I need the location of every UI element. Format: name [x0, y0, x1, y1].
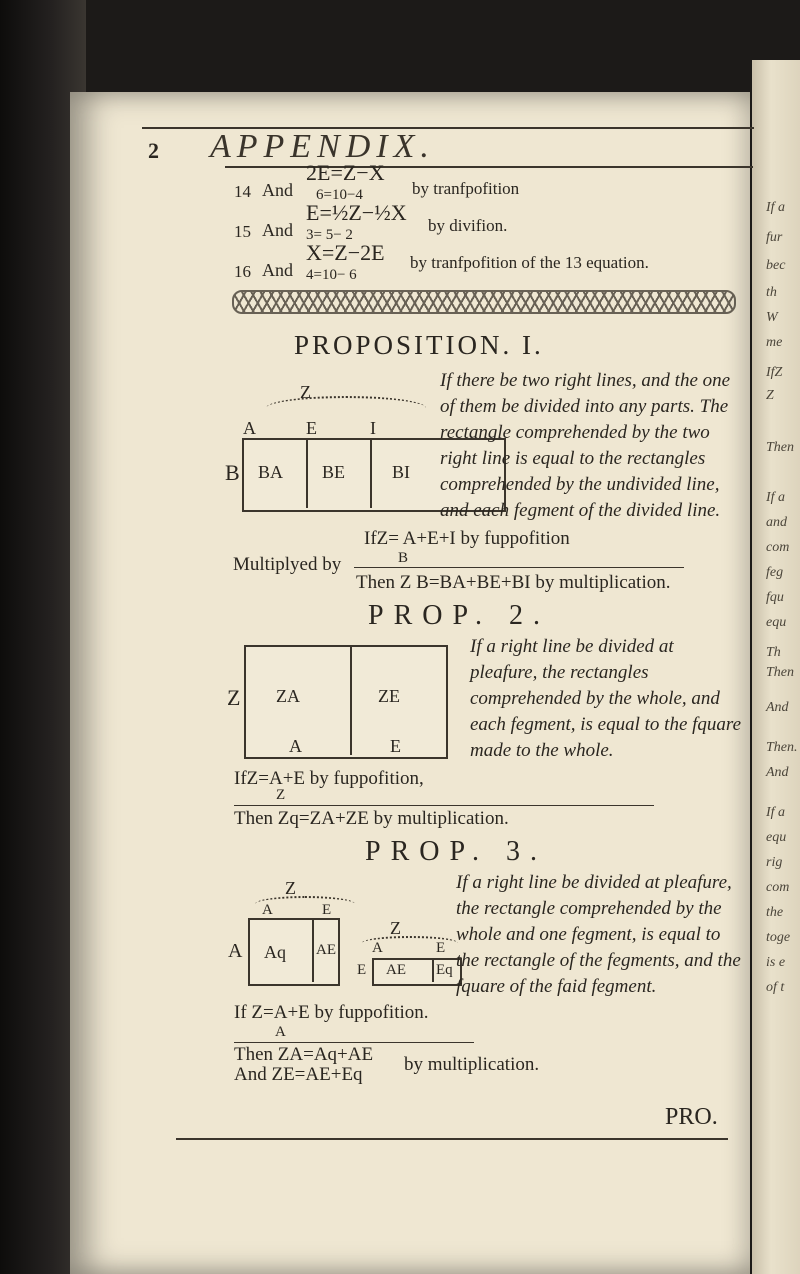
fig2-label-z: Z	[227, 685, 241, 710]
facing-page-fragment: fur	[766, 230, 783, 245]
eqn-16-word: And	[262, 260, 293, 280]
facing-page-fragment: of t	[766, 980, 785, 995]
prop2-line2: Then Zq=ZA+ZE by multiplication.	[234, 808, 509, 829]
prop2-line1: IfZ=A+E by fuppofition,	[234, 768, 424, 789]
eqn-14-top: 2E=Z−X	[306, 160, 385, 185]
prop3-line3-note: by multiplication.	[404, 1054, 540, 1075]
eqn-15-top: E=½Z−½X	[306, 200, 407, 225]
facing-page-fragment: If a	[766, 805, 786, 820]
eqn-14-word: And	[262, 180, 293, 200]
facing-page-fragment: rig	[766, 855, 783, 870]
fig2-label-e: E	[390, 736, 401, 756]
prop3-line2: Then ZA=Aq+AE	[234, 1044, 374, 1065]
prop3-line3: And ZE=AE+Eq	[234, 1064, 363, 1085]
prop1-line1: IfZ= A+E+I by fuppofition	[364, 528, 570, 549]
fig3-label-left-a: A	[228, 940, 243, 962]
header-rule-bottom	[225, 166, 753, 168]
facing-page-fragment: Then	[766, 665, 794, 680]
facing-page-fragment: feg	[766, 565, 784, 580]
facing-page-fragment: Then	[766, 440, 794, 455]
eqn-16-bottom: 4=10− 6	[306, 267, 357, 283]
facing-page-fragment: me	[766, 335, 783, 350]
fig1-cell-bi: BI	[392, 462, 410, 482]
facing-page-fragment: Th	[766, 645, 781, 660]
eqn-16-top: X=Z−2E	[306, 240, 385, 265]
prop1-statement: If there be two right lines, and the one of them be divided into any parts. The rectangle comprehended by the two right line is equal to the rectangles comprehended by the undivided line, and each fegment of the divided line.	[440, 370, 731, 521]
facing-page-fragment: Z	[766, 388, 774, 403]
fig3b-label-left-e: E	[357, 962, 367, 978]
page-number: 2	[148, 138, 159, 163]
eqn-14-note: by tranfpofition	[412, 179, 520, 198]
catchword: PRO.	[665, 1104, 718, 1130]
fig3-label-a: A	[262, 902, 273, 918]
fig3b-label-z: Z	[390, 918, 401, 938]
fig1-cell-be: BE	[322, 462, 346, 482]
facing-page-fragment: and	[766, 515, 787, 530]
fig3-cell-ae: AE	[316, 942, 336, 958]
eqn-15-word: And	[262, 220, 293, 240]
facing-page-fragment: If a	[766, 490, 786, 505]
facing-page-fragment: Then.	[766, 740, 798, 755]
eqn-14-bottom: 6=10−4	[316, 187, 363, 203]
prop2-line1-z: Z	[276, 787, 286, 803]
facing-page-fragment: toge	[766, 930, 791, 945]
fig1-cell-ba: BA	[258, 462, 284, 482]
fig3b-cell-eq: Eq	[436, 962, 453, 978]
prop2-statement: If a right line be divided at pleafure, the rectangles comprehended by the whole, and each fegment, is equal to the fquare made to the whole.	[470, 636, 742, 761]
facing-page-fragment: is e	[766, 955, 786, 970]
facing-page-fragment: the	[766, 905, 784, 920]
facing-page-fragment: And	[766, 765, 789, 780]
fig3b-label-e: E	[436, 940, 446, 956]
facing-page-fragment: fqu	[766, 590, 784, 605]
eqn-14-number: 14	[234, 182, 251, 201]
prop2-rule	[234, 805, 654, 806]
prop3-statement: If a right line be divided at pleafure, the rectangle comprehended by the whole and one fegment, is equal to the rectangle of the fegments, and the fquare of the faid fegment.	[456, 872, 741, 997]
footer-rule	[176, 1138, 728, 1140]
prop2-title: PROP. 2.	[368, 600, 550, 631]
prop1-mult-label: Multiplyed by	[233, 554, 342, 575]
facing-page-fragment: IfZ	[766, 365, 783, 380]
prop3-line1-a: A	[275, 1024, 286, 1040]
fig1-label-b: B	[225, 460, 240, 485]
fig3b-label-a: A	[372, 940, 383, 956]
fig3b-cell-ae: AE	[386, 962, 406, 978]
facing-page-fragment: com	[766, 880, 790, 895]
fig3-label-e: E	[322, 902, 332, 918]
running-head: APPENDIX.	[210, 128, 435, 165]
eqn-16-number: 16	[234, 262, 251, 281]
facing-page-fragment: W	[766, 310, 778, 325]
eqn-15-number: 15	[234, 222, 251, 241]
facing-page-fragment: equ	[766, 615, 787, 630]
fig2-cell-za: ZA	[276, 686, 300, 706]
prop1-line2: Then Z B=BA+BE+BI by multiplication.	[356, 572, 671, 593]
prop1-title: PROPOSITION. I.	[294, 330, 544, 360]
ornament-band	[232, 290, 736, 314]
eqn-15-note: by divifion.	[428, 216, 508, 235]
eqn-15-bottom: 3= 5− 2	[306, 227, 353, 243]
fig1-label-a: A	[243, 418, 256, 438]
fig2-cell-ze: ZE	[378, 686, 400, 706]
facing-page-fragment: com	[766, 540, 790, 555]
prop3-line1: If Z=A+E by fuppofition.	[234, 1002, 429, 1023]
fig2-rectangle	[244, 645, 448, 759]
fig1-label-z: Z	[300, 382, 311, 402]
prop1-mult-rule	[354, 567, 684, 568]
prop3-rule	[234, 1042, 474, 1043]
fig1-label-i: I	[370, 418, 376, 438]
facing-page-fragment: If a	[766, 200, 786, 215]
facing-page-fragment: equ	[766, 830, 787, 845]
facing-page-fragment: And	[766, 700, 789, 715]
fig2-label-a: A	[289, 736, 302, 756]
eqn-16-note: by tranfpofition of the 13 equation.	[410, 253, 649, 272]
facing-page-fragment: bec	[766, 258, 786, 273]
prop3-title: PROP. 3.	[365, 836, 547, 867]
facing-page-edge	[752, 60, 800, 1274]
prop1-mult-letter: B	[398, 550, 409, 566]
fig3-cell-aq: Aq	[264, 942, 286, 962]
facing-page-fragment: th	[766, 285, 777, 300]
fig3-label-z: Z	[285, 878, 296, 898]
fig1-label-e: E	[306, 418, 317, 438]
